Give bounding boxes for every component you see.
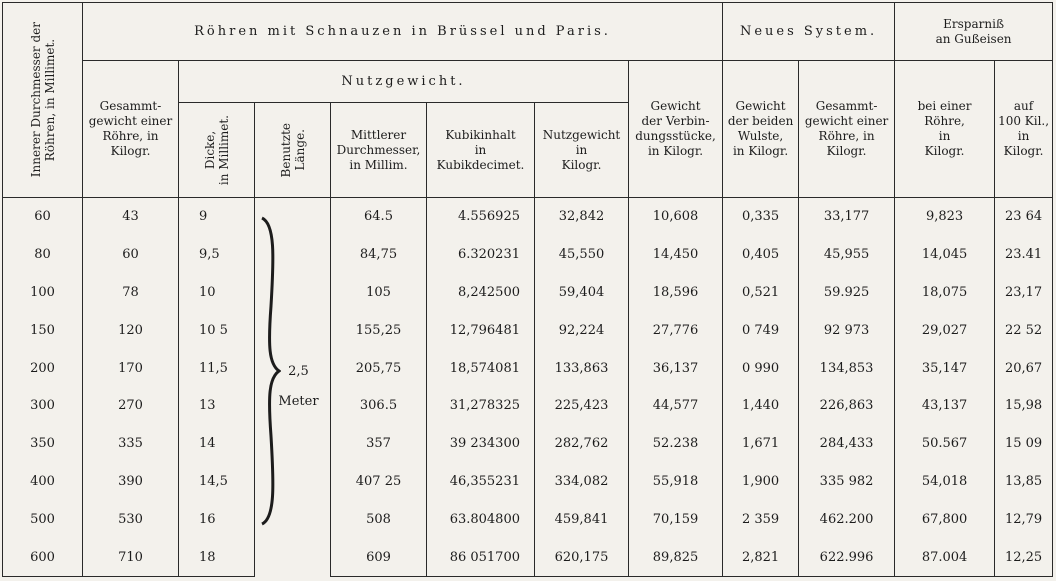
header-savings-per-100kg: auf 100 Kil., in Kilogr. xyxy=(995,61,1053,198)
cell-bead-weight: 0 990 xyxy=(723,349,799,387)
cell-savings-per-100kg: 12,25 xyxy=(995,538,1053,576)
cell-bead-weight: 2 359 xyxy=(723,500,799,538)
table-row xyxy=(3,198,1053,236)
cell-cubic-content: 46,355231 xyxy=(427,463,535,501)
cell-cubic-content: 31,278325 xyxy=(427,387,535,425)
cell-bead-weight: 0,405 xyxy=(723,236,799,274)
cell-gross-weight: 43 xyxy=(83,198,179,236)
cell-gross-weight: 335 xyxy=(83,425,179,463)
cell-thickness: 10 5 xyxy=(179,311,255,349)
cell-mean-diameter: 155,25 xyxy=(331,311,427,349)
cell-gross-weight: 170 xyxy=(83,349,179,387)
cell-savings-per-pipe: 29,027 xyxy=(895,311,995,349)
cell-mean-diameter: 407 25 xyxy=(331,463,427,501)
length-value: 2,5 xyxy=(288,364,309,380)
cell-savings-per-100kg: 20,67 xyxy=(995,349,1053,387)
header-net-weight-group: Nutzgewicht. xyxy=(179,61,629,103)
cell-cubic-content: 86 051700 xyxy=(427,538,535,576)
cell-mean-diameter: 306.5 xyxy=(331,387,427,425)
cell-thickness: 14,5 xyxy=(179,463,255,501)
cell-savings-per-pipe: 43,137 xyxy=(895,387,995,425)
cell-cubic-content: 6.320231 xyxy=(427,236,535,274)
cell-thickness: 11,5 xyxy=(179,349,255,387)
cell-gross-weight: 270 xyxy=(83,387,179,425)
table-row xyxy=(3,463,1053,501)
header-thickness xyxy=(179,103,255,198)
table-row xyxy=(3,274,1053,312)
cell-joint-weight: 36,137 xyxy=(629,349,723,387)
cell-new-gross-weight: 284,433 xyxy=(799,425,895,463)
header-gross-weight: Gesammt- gewicht einer Röhre, in Kilogr. xyxy=(83,61,179,198)
table-row xyxy=(3,387,1053,425)
cell-bead-weight: 1,440 xyxy=(723,387,799,425)
cell-gross-weight: 120 xyxy=(83,311,179,349)
cell-thickness: 9 xyxy=(179,198,255,236)
cell-thickness: 13 xyxy=(179,387,255,425)
length-unit: Meter xyxy=(278,394,319,410)
cell-savings-per-pipe: 14,045 xyxy=(895,236,995,274)
cell-joint-weight: 27,776 xyxy=(629,311,723,349)
cell-bead-weight: 0,335 xyxy=(723,198,799,236)
cell-diameter: 350 xyxy=(3,425,83,463)
cell-thickness: 14 xyxy=(179,425,255,463)
cell-bead-weight: 2,821 xyxy=(723,538,799,576)
cell-savings-per-pipe: 50.567 xyxy=(895,425,995,463)
cell-joint-weight: 52.238 xyxy=(629,425,723,463)
cell-diameter: 500 xyxy=(3,500,83,538)
cell-diameter: 150 xyxy=(3,311,83,349)
cell-length-used xyxy=(255,198,331,577)
table-row xyxy=(3,236,1053,274)
table-row xyxy=(3,349,1053,387)
cell-new-gross-weight: 226,863 xyxy=(799,387,895,425)
cell-new-gross-weight: 45,955 xyxy=(799,236,895,274)
cell-mean-diameter: 357 xyxy=(331,425,427,463)
cell-diameter: 600 xyxy=(3,538,83,576)
cell-new-gross-weight: 134,853 xyxy=(799,349,895,387)
cell-net-weight: 32,842 xyxy=(535,198,629,236)
cell-bead-weight: 1,900 xyxy=(723,463,799,501)
cell-joint-weight: 55,918 xyxy=(629,463,723,501)
cell-savings-per-pipe: 18,075 xyxy=(895,274,995,312)
header-mean-diameter: Mittlerer Durchmesser, in Millim. xyxy=(331,103,427,198)
table-body xyxy=(3,198,1053,577)
cell-cubic-content: 8,242500 xyxy=(427,274,535,312)
cell-joint-weight: 18,596 xyxy=(629,274,723,312)
cell-thickness: 9,5 xyxy=(179,236,255,274)
cell-cubic-content: 12,796481 xyxy=(427,311,535,349)
cell-net-weight: 282,762 xyxy=(535,425,629,463)
cell-net-weight: 59,404 xyxy=(535,274,629,312)
header-thickness-text: Dicke, in Millimet. xyxy=(202,114,231,186)
cell-joint-weight: 89,825 xyxy=(629,538,723,576)
cell-bead-weight: 0 749 xyxy=(723,311,799,349)
cell-mean-diameter: 84,75 xyxy=(331,236,427,274)
cell-gross-weight: 530 xyxy=(83,500,179,538)
header-new-gross-weight: Gesammt- gewicht einer Röhre, in Kilogr. xyxy=(799,61,895,198)
cell-savings-per-pipe: 9,823 xyxy=(895,198,995,236)
cell-gross-weight: 390 xyxy=(83,463,179,501)
cell-new-gross-weight: 92 973 xyxy=(799,311,895,349)
cell-new-gross-weight: 59.925 xyxy=(799,274,895,312)
cell-new-gross-weight: 33,177 xyxy=(799,198,895,236)
cell-net-weight: 459,841 xyxy=(535,500,629,538)
cell-diameter: 60 xyxy=(3,198,83,236)
cell-diameter: 400 xyxy=(3,463,83,501)
header-diameter-text: Innerer Durchmesser der Röhren, in Millimet. xyxy=(28,22,57,178)
cell-joint-weight: 14,450 xyxy=(629,236,723,274)
cell-new-gross-weight: 335 982 xyxy=(799,463,895,501)
cell-savings-per-pipe: 87.004 xyxy=(895,538,995,576)
cell-savings-per-100kg: 15,98 xyxy=(995,387,1053,425)
table-row xyxy=(3,500,1053,538)
cell-joint-weight: 70,159 xyxy=(629,500,723,538)
cell-savings-per-100kg: 12,79 xyxy=(995,500,1053,538)
cell-savings-per-100kg: 15 09 xyxy=(995,425,1053,463)
header-net-weight: Nutzgewicht in Kilogr. xyxy=(535,103,629,198)
cell-savings-per-100kg: 13,85 xyxy=(995,463,1053,501)
cell-net-weight: 620,175 xyxy=(535,538,629,576)
cell-joint-weight: 10,608 xyxy=(629,198,723,236)
cell-thickness: 10 xyxy=(179,274,255,312)
cell-new-gross-weight: 462.200 xyxy=(799,500,895,538)
header-length xyxy=(255,103,331,198)
cell-bead-weight: 0,521 xyxy=(723,274,799,312)
cell-cubic-content: 18,574081 xyxy=(427,349,535,387)
cell-savings-per-pipe: 54,018 xyxy=(895,463,995,501)
cell-net-weight: 92,224 xyxy=(535,311,629,349)
cell-joint-weight: 44,577 xyxy=(629,387,723,425)
cell-mean-diameter: 508 xyxy=(331,500,427,538)
cell-diameter: 200 xyxy=(3,349,83,387)
cell-thickness: 18 xyxy=(179,538,255,576)
cell-new-gross-weight: 622.996 xyxy=(799,538,895,576)
header-group-savings: Ersparniß an Gußeisen xyxy=(895,3,1053,61)
cell-mean-diameter: 105 xyxy=(331,274,427,312)
header-diameter xyxy=(3,3,83,198)
cell-savings-per-100kg: 23.41 xyxy=(995,236,1053,274)
cell-diameter: 300 xyxy=(3,387,83,425)
header-cubic-content: Kubikinhalt in Kubikdecimet. xyxy=(427,103,535,198)
cell-cubic-content: 63.804800 xyxy=(427,500,535,538)
cell-cubic-content: 4.556925 xyxy=(427,198,535,236)
header-length-text: Benutzte Länge. xyxy=(278,122,307,178)
cell-gross-weight: 60 xyxy=(83,236,179,274)
table-row xyxy=(3,425,1053,463)
cell-diameter: 80 xyxy=(3,236,83,274)
cell-net-weight: 133,863 xyxy=(535,349,629,387)
cell-savings-per-100kg: 23 64 xyxy=(995,198,1053,236)
header-group-new: Neues System. xyxy=(723,3,895,61)
cell-gross-weight: 710 xyxy=(83,538,179,576)
table-row xyxy=(3,538,1053,576)
cell-diameter: 100 xyxy=(3,274,83,312)
cell-savings-per-pipe: 35,147 xyxy=(895,349,995,387)
cell-thickness: 16 xyxy=(179,500,255,538)
header-group-old: Röhren mit Schnauzen in Brüssel und Paris. xyxy=(83,3,723,61)
pipe-comparison-table xyxy=(2,2,1053,577)
cell-savings-per-100kg: 23,17 xyxy=(995,274,1053,312)
table-row xyxy=(3,311,1053,349)
cell-mean-diameter: 64.5 xyxy=(331,198,427,236)
cell-mean-diameter: 609 xyxy=(331,538,427,576)
cell-bead-weight: 1,671 xyxy=(723,425,799,463)
cell-savings-per-pipe: 67,800 xyxy=(895,500,995,538)
cell-net-weight: 334,082 xyxy=(535,463,629,501)
header-bead-weight: Gewicht der beiden Wulste, in Kilogr. xyxy=(723,61,799,198)
cell-savings-per-100kg: 22 52 xyxy=(995,311,1053,349)
header-savings-per-pipe: bei einer Röhre, in Kilogr. xyxy=(895,61,995,198)
cell-gross-weight: 78 xyxy=(83,274,179,312)
cell-mean-diameter: 205,75 xyxy=(331,349,427,387)
cell-net-weight: 225,423 xyxy=(535,387,629,425)
cell-net-weight: 45,550 xyxy=(535,236,629,274)
cell-cubic-content: 39 234300 xyxy=(427,425,535,463)
header-joint-weight: Gewicht der Verbin- dungsstücke, in Kilogr. xyxy=(629,61,723,198)
